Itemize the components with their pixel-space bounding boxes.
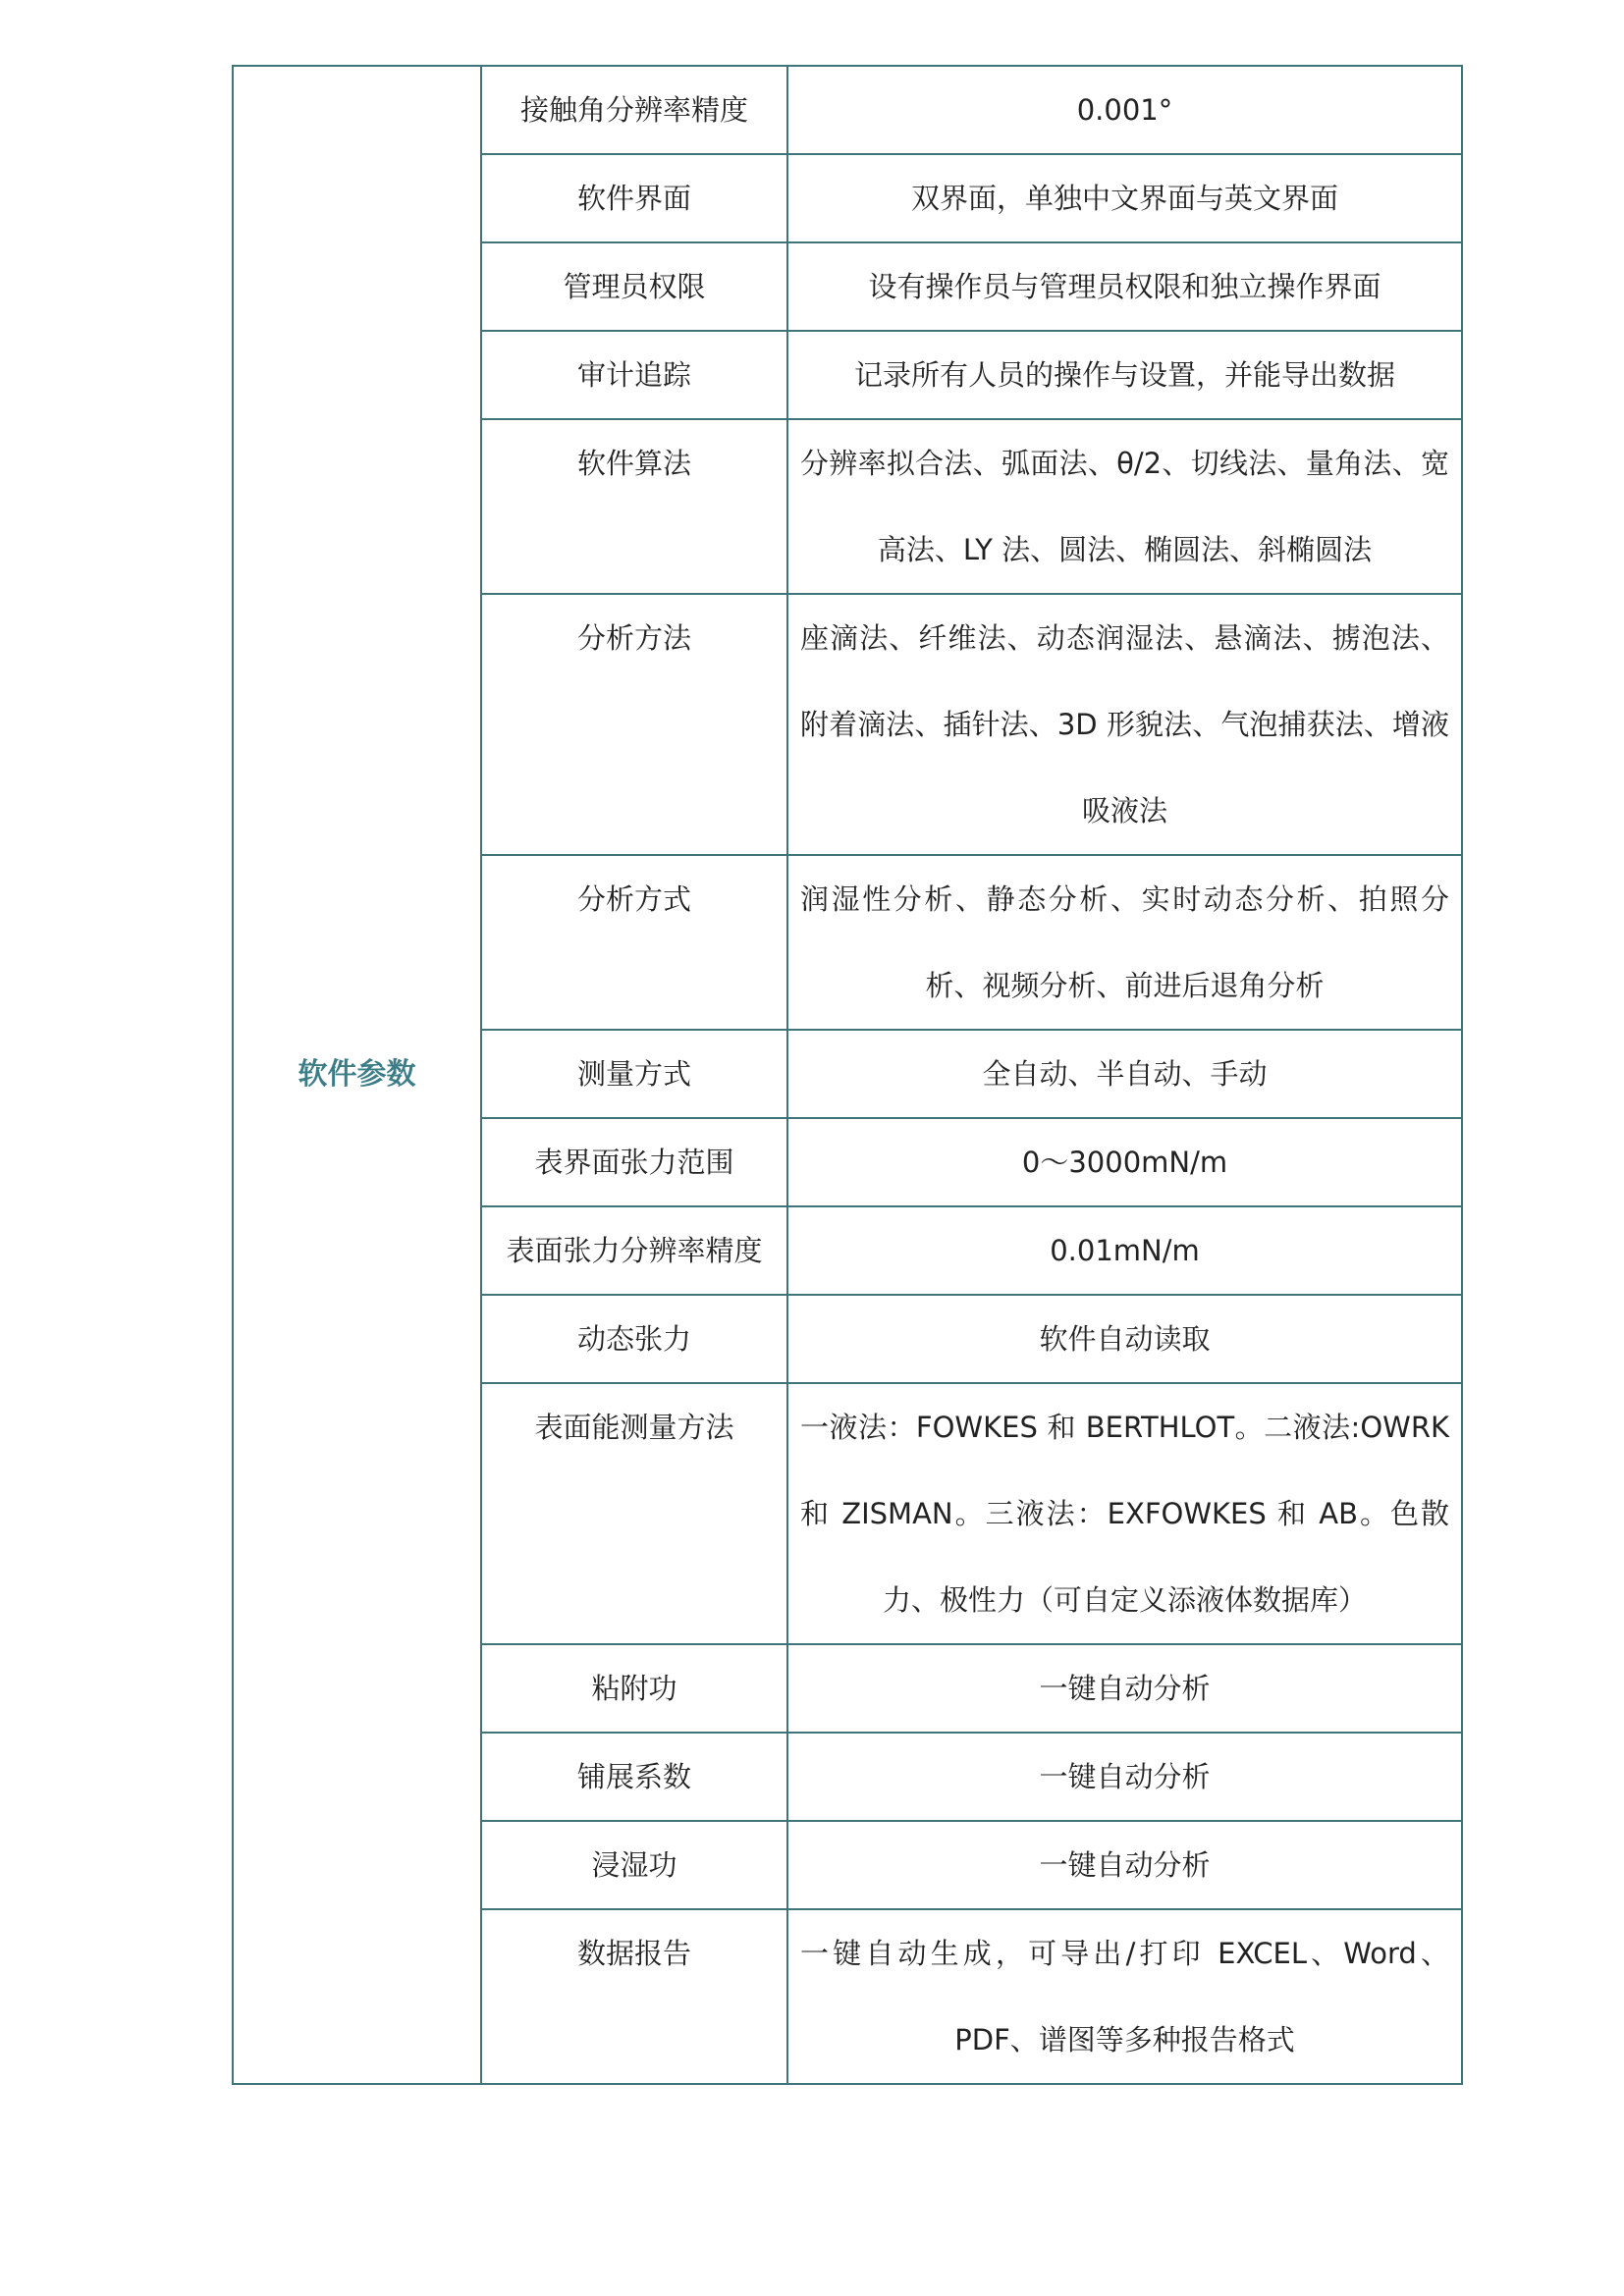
param-value: 0.001°: [1076, 93, 1173, 127]
param-name: 测量方式: [576, 1057, 691, 1091]
param-name-cell: [481, 1206, 787, 1295]
param-name: 软件界面: [576, 182, 691, 215]
param-name-cell: [481, 331, 787, 419]
param-name-cell: [481, 1295, 787, 1383]
param-name: 管理员权限: [563, 270, 706, 303]
param-name: 铺展系数: [576, 1760, 691, 1793]
param-name: 审计追踪: [576, 358, 691, 392]
param-name: 表面能测量方法: [534, 1411, 734, 1444]
param-name-cell: [481, 594, 787, 855]
param-value-cell: [787, 855, 1462, 1030]
param-value-cell: [787, 1821, 1462, 1909]
param-value-cell: [787, 1909, 1462, 2084]
param-name-cell: [481, 1383, 787, 1644]
param-value-cell: [787, 1733, 1462, 1821]
param-name-cell: [481, 855, 787, 1030]
param-name-cell: [481, 419, 787, 594]
param-value: 一液法：FOWKES 和 BERTHLOT。二液法:OWRK 和 ZISMAN。三液法：EXFOWKES 和 AB。色散力、极性力（可自定义添液体数据库）: [800, 1411, 1449, 1617]
param-value-cell: [787, 419, 1462, 594]
param-name: 表界面张力范围: [534, 1146, 734, 1179]
param-name: 接触角分辨率精度: [519, 93, 748, 127]
param-name: 分析方式: [576, 882, 691, 916]
param-name-cell: [481, 66, 787, 154]
param-name-cell: [481, 1118, 787, 1206]
group-label: 软件参数: [298, 1057, 416, 1092]
param-value-cell: [787, 1295, 1462, 1383]
param-name: 粘附功: [591, 1672, 677, 1705]
param-value: 润湿性分析、静态分析、实时动态分析、拍照分析、视频分析、前进后退角分析: [800, 882, 1449, 1002]
param-value-cell: [787, 66, 1462, 154]
param-value: 软件自动读取: [1039, 1322, 1211, 1356]
param-value-cell: [787, 1118, 1462, 1206]
param-name-cell: [481, 1733, 787, 1821]
param-value: 0～3000mN/m: [1021, 1146, 1228, 1179]
param-name-cell: [481, 242, 787, 331]
param-name-cell: [481, 1644, 787, 1733]
param-value-cell: [787, 1644, 1462, 1733]
param-value: 座滴法、纤维法、动态润湿法、悬滴法、掳泡法、附着滴法、插针法、3D 形貌法、气泡捕获法、增液吸液法: [800, 621, 1449, 828]
group-label-cell: [233, 66, 481, 2084]
param-name: 软件算法: [576, 447, 691, 480]
param-value: 一键自动生成，可导出/打印 EXCEL、Word、PDF、谱图等多种报告格式: [800, 1937, 1449, 2056]
param-value-cell: [787, 1383, 1462, 1644]
param-value: 分辨率拟合法、弧面法、θ/2、切线法、量角法、宽高法、LY 法、圆法、椭圆法、斜椭圆法: [800, 447, 1449, 566]
param-name-cell: [481, 1909, 787, 2084]
param-name: 分析方法: [576, 621, 691, 655]
param-value: 0.01mN/m: [1050, 1234, 1200, 1267]
param-value: 一键自动分析: [1039, 1760, 1211, 1793]
param-name-cell: [481, 1030, 787, 1118]
param-value: 全自动、半自动、手动: [982, 1057, 1268, 1091]
param-value-cell: [787, 331, 1462, 419]
param-name: 动态张力: [576, 1322, 691, 1356]
param-name: 数据报告: [576, 1937, 691, 1970]
param-value-cell: [787, 242, 1462, 331]
software-parameters-table: [232, 65, 1463, 2085]
param-value-cell: [787, 154, 1462, 242]
param-value: 设有操作员与管理员权限和独立操作界面: [868, 270, 1381, 303]
param-value: 双界面，单独中文界面与英文界面: [910, 182, 1338, 215]
param-value: 记录所有人员的操作与设置，并能导出数据: [853, 358, 1395, 392]
param-name-cell: [481, 1821, 787, 1909]
param-value-cell: [787, 1206, 1462, 1295]
param-name: 浸湿功: [591, 1848, 677, 1882]
table-row: [233, 66, 1462, 154]
param-name-cell: [481, 154, 787, 242]
param-value: 一键自动分析: [1039, 1672, 1211, 1705]
param-value-cell: [787, 594, 1462, 855]
param-name: 表面张力分辨率精度: [506, 1234, 763, 1267]
param-value-cell: [787, 1030, 1462, 1118]
param-value: 一键自动分析: [1039, 1848, 1211, 1882]
